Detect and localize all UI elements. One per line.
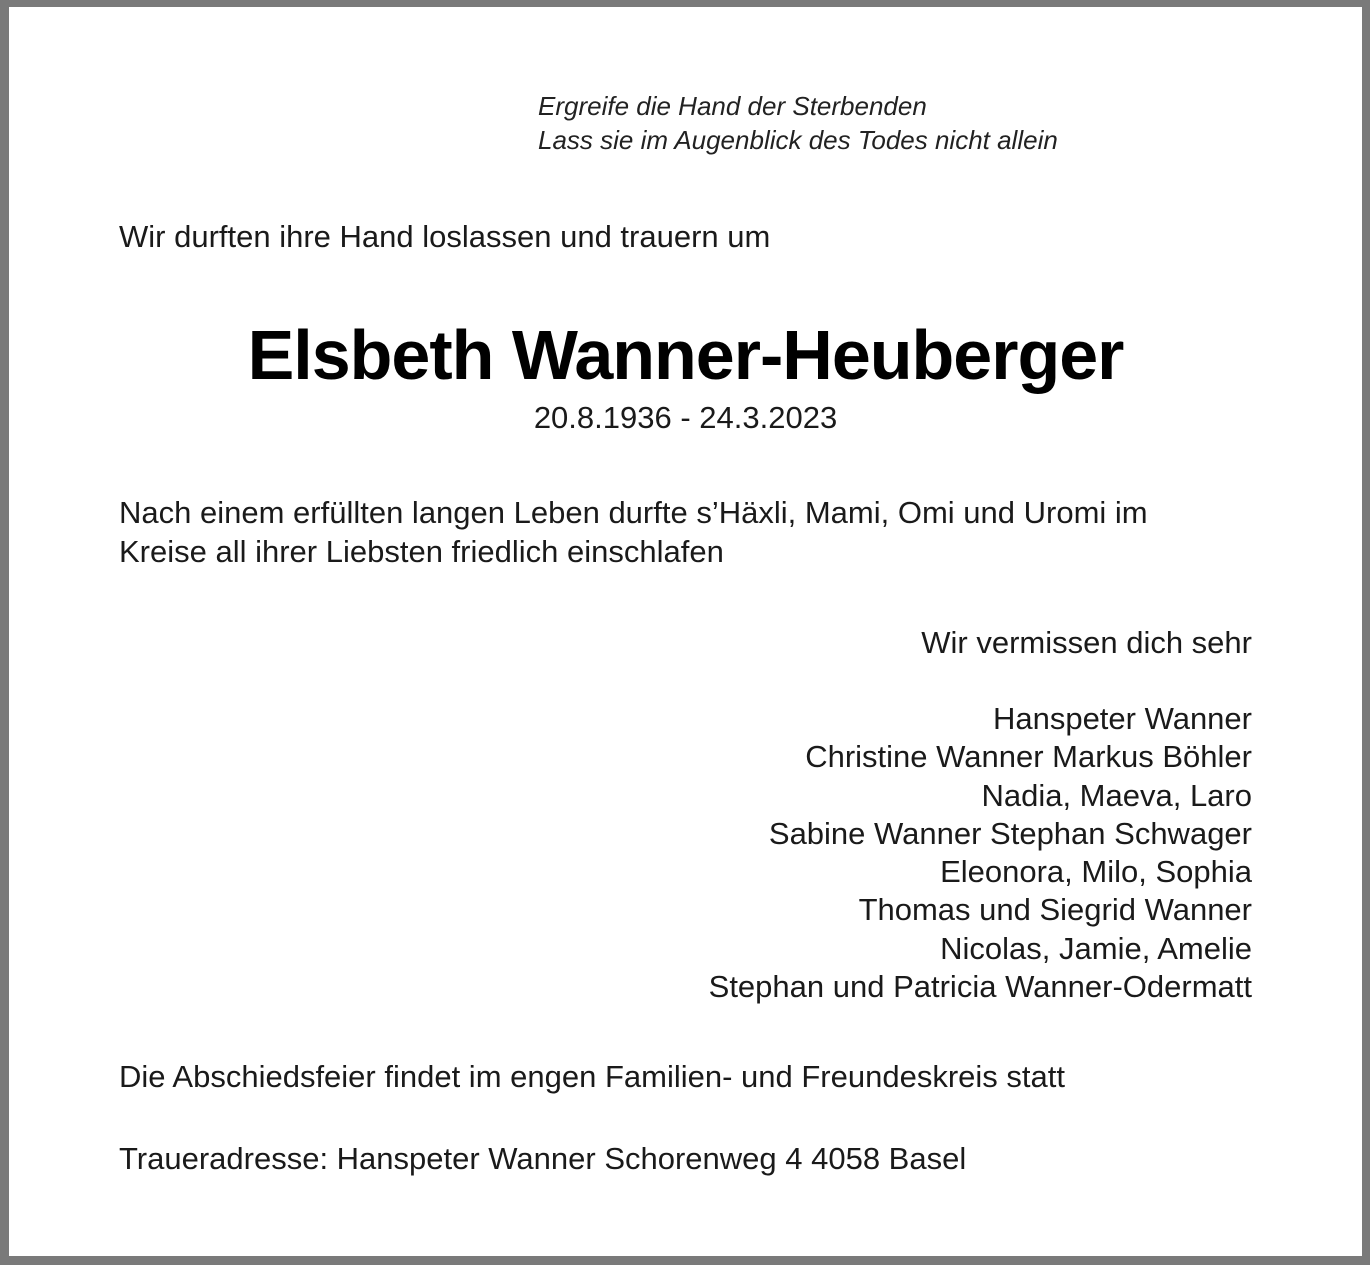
- obituary-notice: [9, 7, 1362, 1256]
- mourner-entry: Thomas und Siegrid Wanner: [858, 892, 1252, 928]
- message-line: Kreise all ihrer Liebsten friedlich einschlafen: [119, 533, 724, 569]
- motto-quote: [538, 89, 1058, 157]
- mourning-address: Traueradresse: Hanspeter Wanner Schorenweg 4 4058 Basel: [119, 1141, 967, 1176]
- mourner-entry: Nadia, Maeva, Laro: [981, 777, 1252, 813]
- farewell-message: [119, 494, 1259, 571]
- mourner-entry: Eleonora, Milo, Sophia: [940, 854, 1252, 890]
- intro-text: Wir durften ihre Hand loslassen und trauern um: [119, 219, 771, 254]
- ceremony-note: Die Abschiedsfeier findet im engen Familien- und Freundeskreis statt: [119, 1059, 1065, 1094]
- mourner-entry: Sabine Wanner Stephan Schwager: [768, 815, 1252, 851]
- mourners-list: [709, 700, 1252, 1006]
- motto-line: Lass sie im Augenblick des Todes nicht allein: [538, 125, 1058, 155]
- mourner-entry: Nicolas, Jamie, Amelie: [940, 930, 1252, 966]
- mourner-entry: Hanspeter Wanner: [992, 701, 1252, 736]
- motto-line: Ergreife die Hand der Sterbenden: [538, 91, 927, 121]
- closing-line: Wir vermissen dich sehr: [921, 625, 1252, 660]
- life-dates: 20.8.1936 - 24.3.2023: [533, 400, 838, 435]
- message-line: Nach einem erfüllten langen Leben durfte s’Häxli, Mami, Omi und Uromi im: [119, 495, 1148, 530]
- mourner-entry: Christine Wanner Markus Böhler: [805, 739, 1252, 775]
- mourner-entry: Stephan und Patricia Wanner-Odermatt: [708, 969, 1252, 1005]
- deceased-name: Elsbeth Wanner-Heuberger: [247, 316, 1124, 394]
